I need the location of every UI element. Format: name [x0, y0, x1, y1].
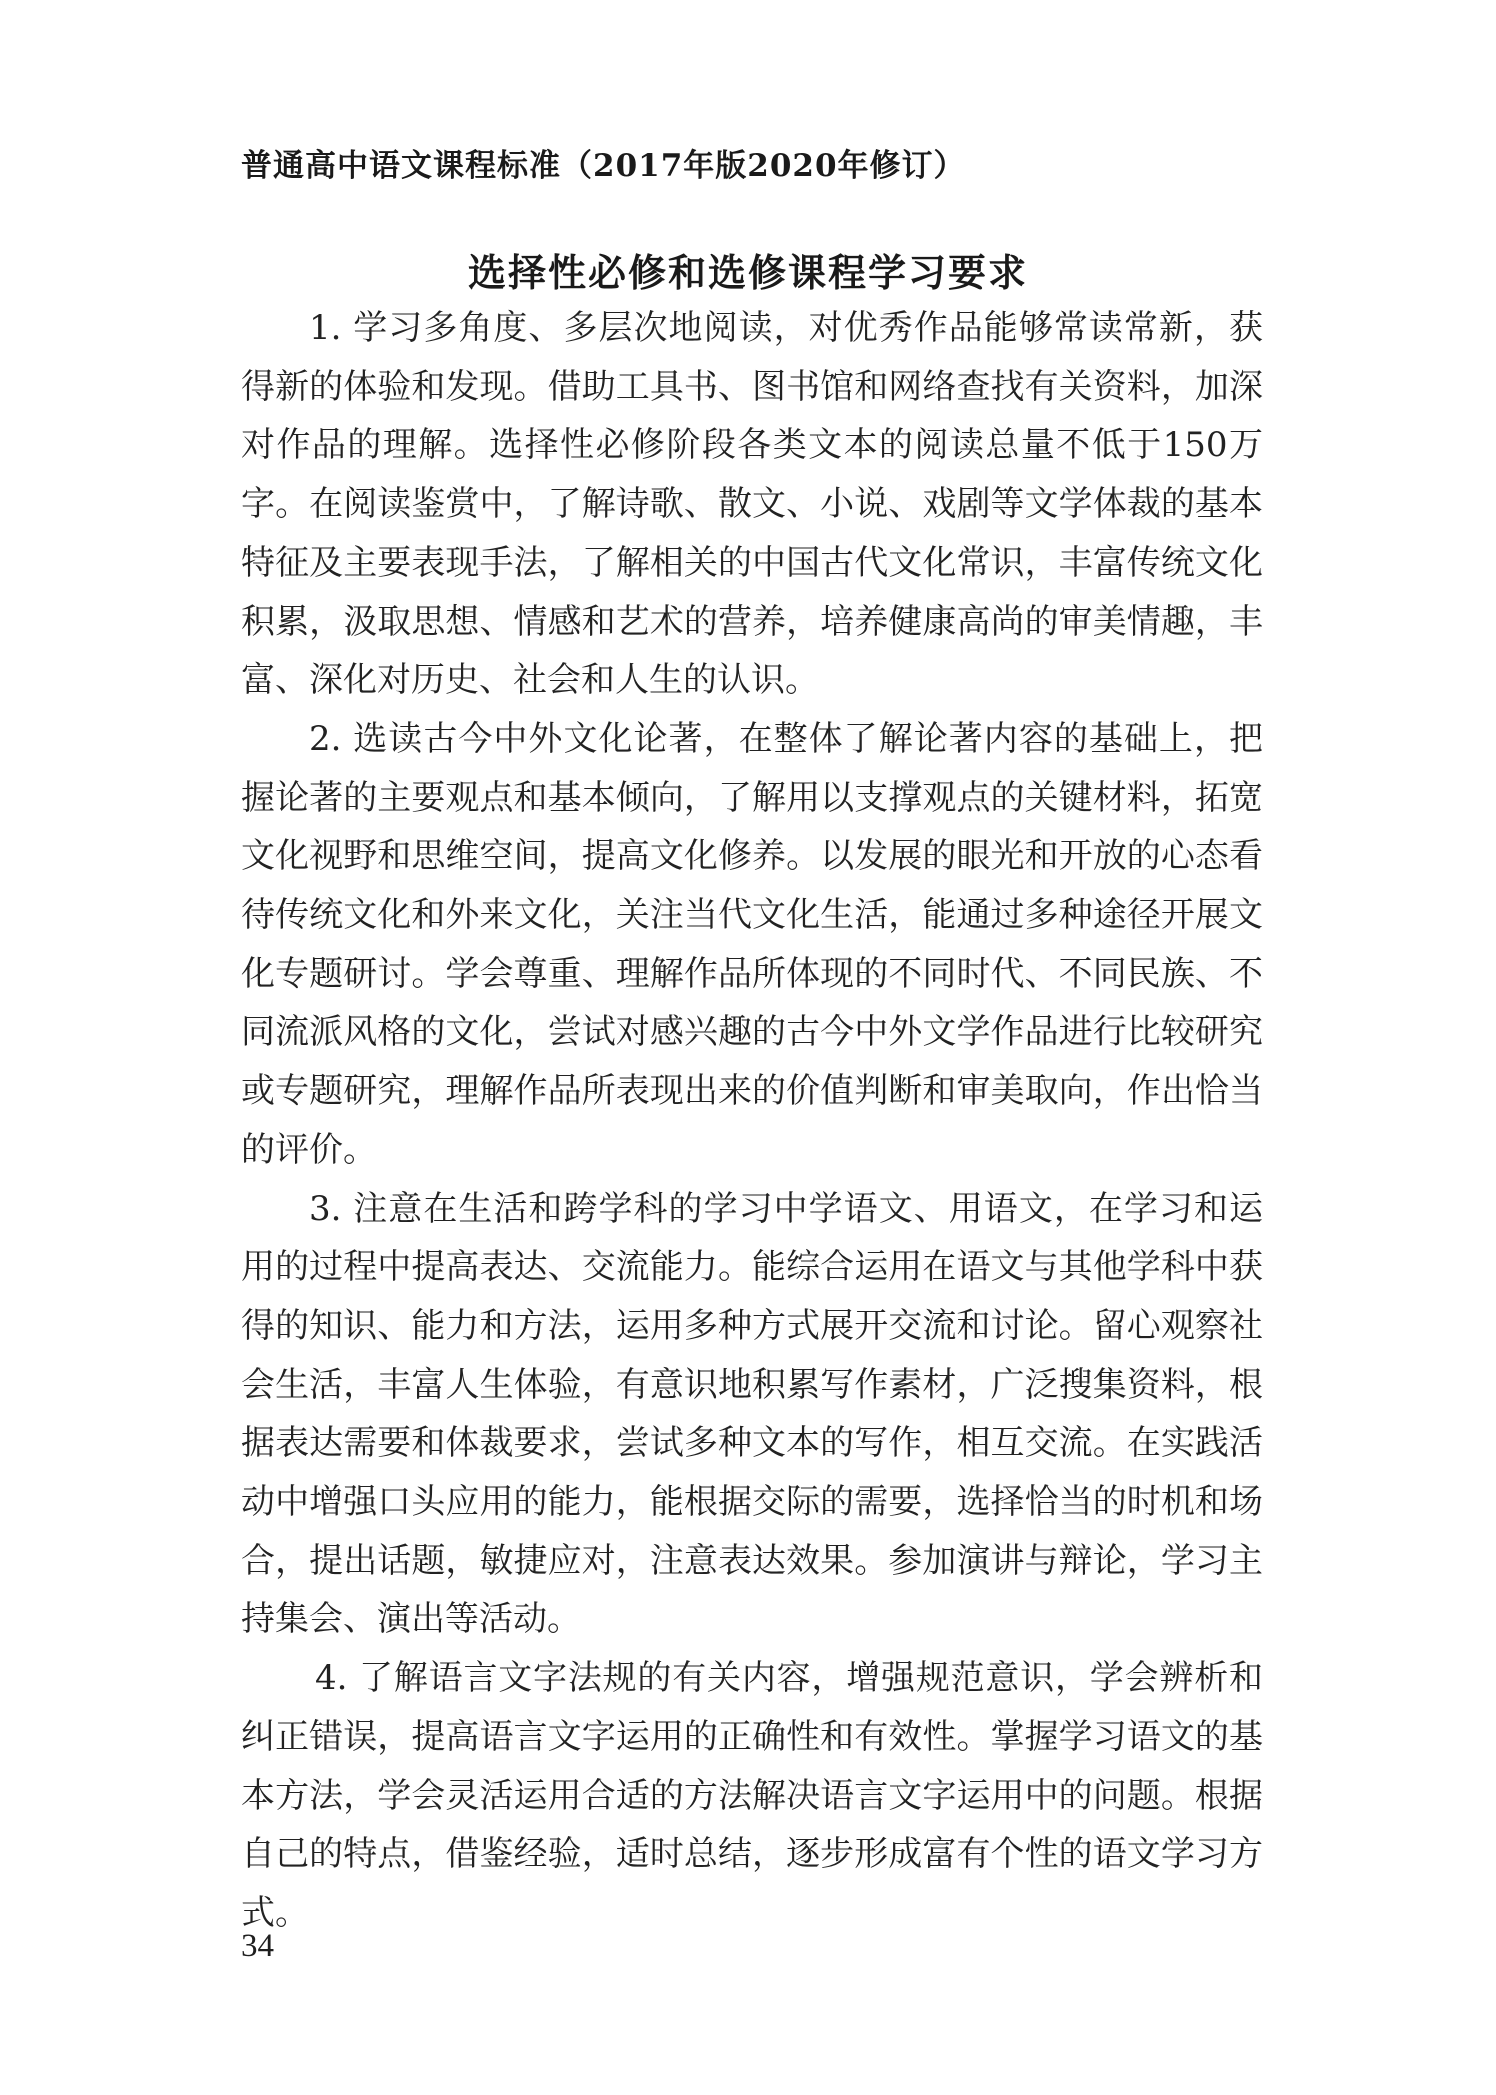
section-title: 选择性必修和选修课程学习要求	[467, 251, 1028, 295]
running-header: 普通高中语文课程标准（2017年版2020年修订）	[241, 148, 966, 184]
body-text	[241, 299, 1263, 1943]
paragraph-2: 2. 选读古今中外文化论著，在整体了解论著内容的基础上，把握论著的主要观点和基本倾向，了解用以支撑观点的关键材料，拓宽文化视野和思维空间，提高文化修养。以发展的眼光和开放的心态看待传统文化和外来文化，关注当代文化生活，能通过多种途径开展文化专题研讨。学会尊重、理解作品所体现的不同时代、不同民族、不同流派风格的文化，尝试对感兴趣的古今中外文学作品进行比较研究或专题研究，理解作品所表现出来的价值判断和审美取向，作出恰当的评价。	[241, 718, 1263, 1170]
paragraph-1: 1. 学习多角度、多层次地阅读，对优秀作品能够常读常新，获得新的体验和发现。借助工具书、图书馆和网络查找有关资料，加深对作品的理解。选择性必修阶段各类文本的阅读总量不低于150万字。在阅读鉴赏中，了解诗歌、散文、小说、戏剧等文学体裁的基本特征及主要表现手法，了解相关的中国古代文化常识，丰富传统文化积累，汲取思想、情感和艺术的营养，培养健康高尚的审美情趣，丰富、深化对历史、社会和人生的认识。	[241, 308, 1263, 701]
paragraph-4: 4. 了解语言文字法规的有关内容，增强规范意识，学会辨析和纠正错误，提高语言文字运用的正确性和有效性。掌握学习语文的基本方法，学会灵活运用合适的方法解决语言文字运用中的问题。根据自己的特点，借鉴经验，适时总结，逐步形成富有个性的语文学习方式。	[241, 1658, 1263, 1933]
paragraph-3: 3. 注意在生活和跨学科的学习中学语文、用语文，在学习和运用的过程中提高表达、交流能力。能综合运用在语文与其他学科中获得的知识、能力和方法，运用多种方式展开交流和讨论。留心观察社会生活，丰富人生体验，有意识地积累写作素材，广泛搜集资料，根据表达需要和体裁要求，尝试多种文本的写作，相互交流。在实践活动中增强口头应用的能力，能根据交际的需要，选择恰当的时机和场合，提出话题，敏捷应对，注意表达效果。参加演讲与辩论，学习主持集会、演出等活动。	[241, 1188, 1263, 1640]
page-number: 34	[241, 1928, 274, 1964]
